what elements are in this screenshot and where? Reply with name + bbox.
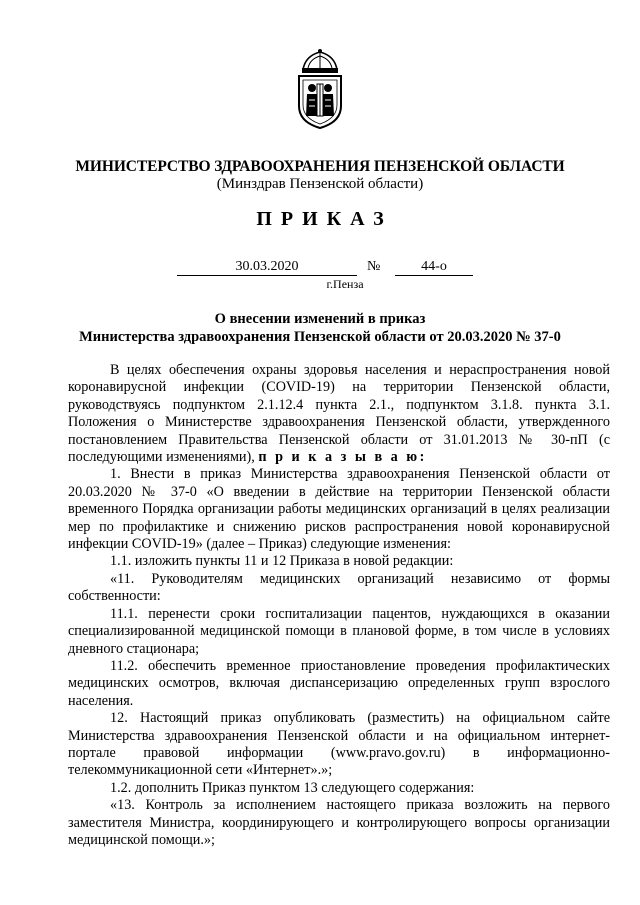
subject-line-1: О внесении изменений в приказ [214,311,426,327]
paragraph-11-2: 11.2. обеспечить временное приостановление проведения профилактических медицинских осмотров, включая диспансеризацию определенных групп взрослого населения. [68,657,610,709]
paragraph-1-1: 1.1. изложить пункты 11 и 12 Приказа в новой редакции: [110,553,454,570]
order-number: 44-о [395,258,473,276]
order-word: п р и к а з ы в а ю: [258,449,427,466]
city-label: г.Пенза [326,277,364,291]
number-sign: № [367,259,381,274]
order-subject [60,310,580,346]
coat-of-arms-icon [293,48,347,130]
subject-line-2: Министерства здравоохранения Пензенской области от 20.03.2020 № 37-0 [79,329,561,345]
order-date: 30.03.2020 [177,258,357,276]
paragraph-12: 12. Настоящий приказ опубликовать (разместить) на официальном сайте Министерства здравоохранения Пензенской области и на официальном интернет-портале правовой информации (www.pravo.gov.ru) в информационно-телекоммуникационной сети «Интернет».»; [68,710,610,779]
paragraph-11-1: 11.1. перенести сроки госпитализации пацентов, нуждающихся в оказании специализированной медицинской помощи в плановой форме, в том числе в условиях дневного стационара; [68,605,610,657]
paragraph-13: «13. Контроль за исполнением настоящего приказа возложить на первого заместителя Министра, координирующего и контролирующего вопросы организации медицинской помощи.»; [68,797,610,848]
preamble-text: В целях обеспечения охраны здоровья населения и нераспространения новой коронавирусной инфекции (COVID-19) на территории Пензенской области, руководствуясь подпунктом 2.1.12.4 пункта 2.1., подпунктом 3.1.8. пункта 3.1. Положения о Министерстве здравоохранения Пензенской области, утвержденного постановлением Правительства Пензенской области от 31.01.2013 № 30-пП (с последующими изменениями), [68,362,610,466]
paragraph-1-2: 1.2. дополнить Приказ пунктом 13 следующего содержания: [110,779,475,796]
paragraph-1: 1. Внести в приказ Министерства здравоохранения Пензенской области от 20.03.2020 № 37-0 «О введении в действие на территории Пензенской области временного Порядка организации работы медицинских организаций в целях реализации мер по профилактике и снижению рисков распространения новой коронавирусной инфекции COVID-19» (далее – Приказ) следующие изменения: [68,466,610,553]
preamble-paragraph [68,362,610,466]
organization-short-name: (Минздрав Пензенской области) [216,176,424,192]
order-body [68,362,610,849]
organization-title: МИНИСТЕРСТВО ЗДРАВООХРАНЕНИЯ ПЕНЗЕНСКОЙ ОБЛАСТИ [75,158,565,175]
paragraph-11: «11. Руководителям медицинских организаций независимо от формы собственности: [68,570,610,605]
document-type-title: ПРИКАЗ [256,208,393,230]
